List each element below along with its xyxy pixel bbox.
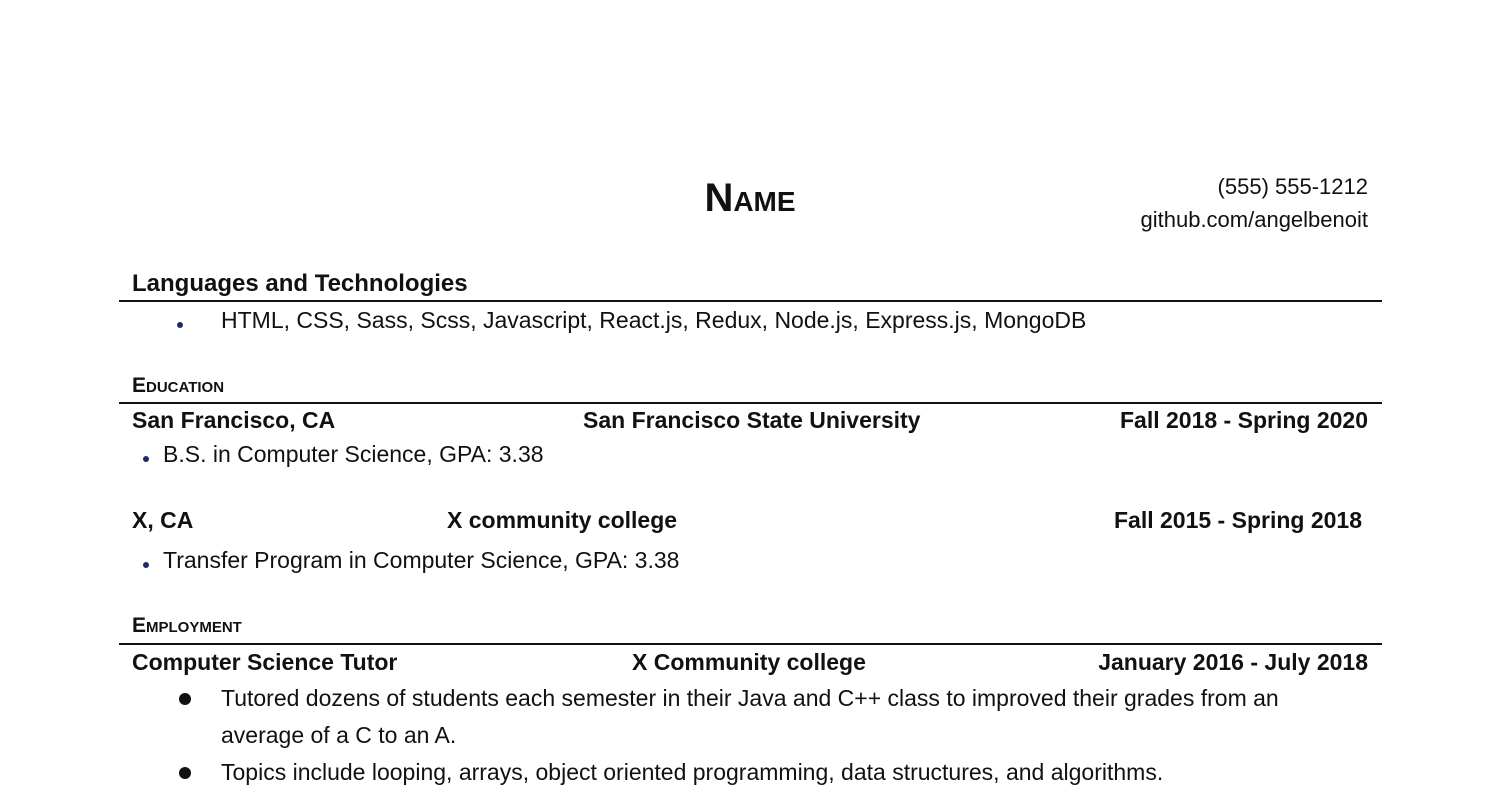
phone-number: (555) 555-1212 bbox=[1217, 174, 1368, 199]
bullet-icon bbox=[143, 456, 149, 462]
education-location: San Francisco, CA bbox=[132, 407, 336, 433]
education-school: X community college bbox=[447, 507, 678, 533]
section-divider bbox=[119, 643, 1382, 645]
job-organization: X Community college bbox=[632, 649, 866, 675]
section-divider bbox=[119, 402, 1382, 404]
section-title-education: Education bbox=[132, 374, 225, 397]
bullet-icon bbox=[177, 322, 183, 328]
education-dates: Fall 2018 - Spring 2020 bbox=[1119, 407, 1368, 433]
section-divider bbox=[119, 300, 1382, 302]
job-dates: January 2016 - July 2018 bbox=[1098, 649, 1368, 675]
education-detail: Transfer Program in Computer Science, GPA: 3.38 bbox=[163, 547, 680, 573]
job-role: Computer Science Tutor bbox=[132, 649, 398, 675]
section-title-employment: Employment bbox=[132, 614, 242, 637]
resume-name: Name bbox=[704, 176, 796, 220]
languages-list: HTML, CSS, Sass, Scss, Javascript, React.js, Redux, Node.js, Express.js, MongoDB bbox=[221, 307, 1087, 333]
bullet-icon bbox=[179, 693, 191, 705]
education-detail: B.S. in Computer Science, GPA: 3.38 bbox=[163, 441, 544, 467]
job-bullet-text: Tutored dozens of students each semester in their Java and C++ class to improved their grades from an bbox=[221, 685, 1279, 711]
education-school: San Francisco State University bbox=[583, 407, 921, 433]
github-link: github.com/angelbenoit bbox=[1140, 207, 1368, 232]
contact-block bbox=[1141, 170, 1369, 236]
job-bullet-text: Topics include looping, arrays, object oriented programming, data structures, and algorithms. bbox=[221, 759, 1164, 785]
bullet-icon bbox=[179, 767, 191, 779]
education-dates: Fall 2015 - Spring 2018 bbox=[1113, 507, 1362, 533]
bullet-icon bbox=[143, 562, 149, 568]
education-location: X, CA bbox=[132, 507, 194, 533]
section-title-languages: Languages and Technologies bbox=[132, 270, 468, 297]
job-bullet-text-continued: average of a C to an A. bbox=[221, 722, 457, 748]
